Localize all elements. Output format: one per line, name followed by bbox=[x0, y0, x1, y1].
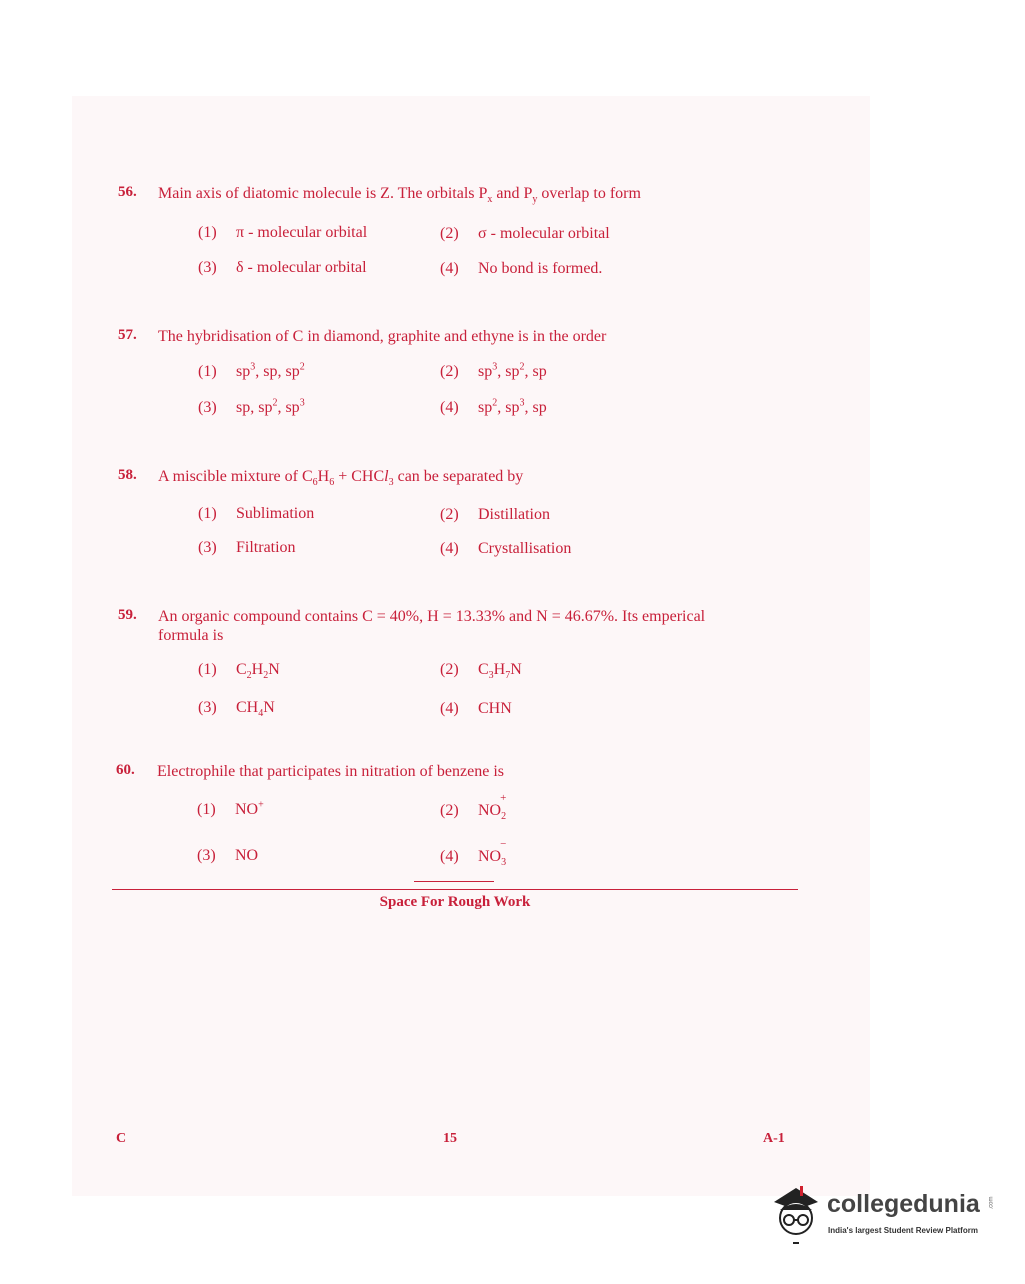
q57-option-2: (2) $sp^3$, $sp^2$, sp bbox=[440, 361, 547, 380]
logo-tagline: India's largest Student Review Platform bbox=[828, 1226, 978, 1235]
question-59-number: 59. bbox=[118, 607, 137, 623]
q60-option-4: (4) NO − $_3$ bbox=[440, 838, 507, 868]
short-divider bbox=[414, 881, 494, 882]
q60-option-3: (3) NO bbox=[197, 847, 259, 864]
q59-option-1: (1) $C_2H_2N$ bbox=[198, 661, 280, 682]
q58-option-3: (3) Filtration bbox=[198, 539, 296, 556]
question-56-text: Main axis of diatomic molecule is Z. The orbitals $P_x$ and $P_y$ overlap to form bbox=[158, 185, 641, 206]
question-60-number: 60. bbox=[116, 762, 135, 778]
question-60-text: Electrophile that participates in nitration of benzene is bbox=[157, 763, 504, 780]
q60-option-1: (1) NO+ bbox=[197, 799, 264, 818]
q56-option-3: (3) δ - molecular orbital bbox=[198, 259, 367, 276]
question-56-number: 56. bbox=[118, 184, 137, 200]
q56-option-2: (2) σ - molecular orbital bbox=[440, 225, 610, 242]
q59-option-4: (4) CHN bbox=[440, 700, 512, 717]
q56-option-4: (4) No bond is formed. bbox=[440, 260, 603, 277]
logo-suffix: .com bbox=[988, 1196, 995, 1210]
question-57-text: The hybridisation of C in diamond, graphite and ethyne is in the order bbox=[158, 328, 607, 345]
q59-option-3: (3) $CH_4N$ bbox=[198, 699, 275, 720]
footer-series: C bbox=[116, 1131, 127, 1146]
q56-option-1: (1) π - molecular orbital bbox=[198, 224, 368, 241]
q59-option-2: (2) $C_3H_7N$ bbox=[440, 661, 522, 682]
q57-option-3: (3) sp, $sp^2$, $sp^3$ bbox=[198, 397, 305, 416]
q57-option-1: (1) $sp^3$, sp, $sp^2$ bbox=[198, 361, 305, 380]
q58-option-4: (4) Crystallisation bbox=[440, 540, 572, 557]
question-58-number: 58. bbox=[118, 467, 137, 483]
question-59-text: An organic compound contains C = 40%, H = 13.33% and N = 46.67%. Its emperical formula is bbox=[158, 608, 706, 644]
question-57-number: 57. bbox=[118, 327, 137, 343]
question-58-text: A miscible mixture of $C_6H_6$ + CHCl$_3$ can be separated by bbox=[158, 468, 524, 489]
q58-option-1: (1) Sublimation bbox=[198, 505, 315, 522]
footer-code: A-1 bbox=[763, 1131, 785, 1146]
footer-page-number: 15 bbox=[443, 1131, 457, 1146]
q57-option-4: (4) $sp^2$, $sp^3$, sp bbox=[440, 397, 547, 416]
rough-work-label: Space For Rough Work bbox=[379, 894, 531, 910]
q58-option-2: (2) Distillation bbox=[440, 506, 550, 523]
q60-option-2: (2) NO + $_2$ bbox=[440, 792, 507, 822]
rough-work-divider bbox=[112, 889, 798, 890]
logo-wordmark: collegedunia bbox=[827, 1190, 980, 1218]
